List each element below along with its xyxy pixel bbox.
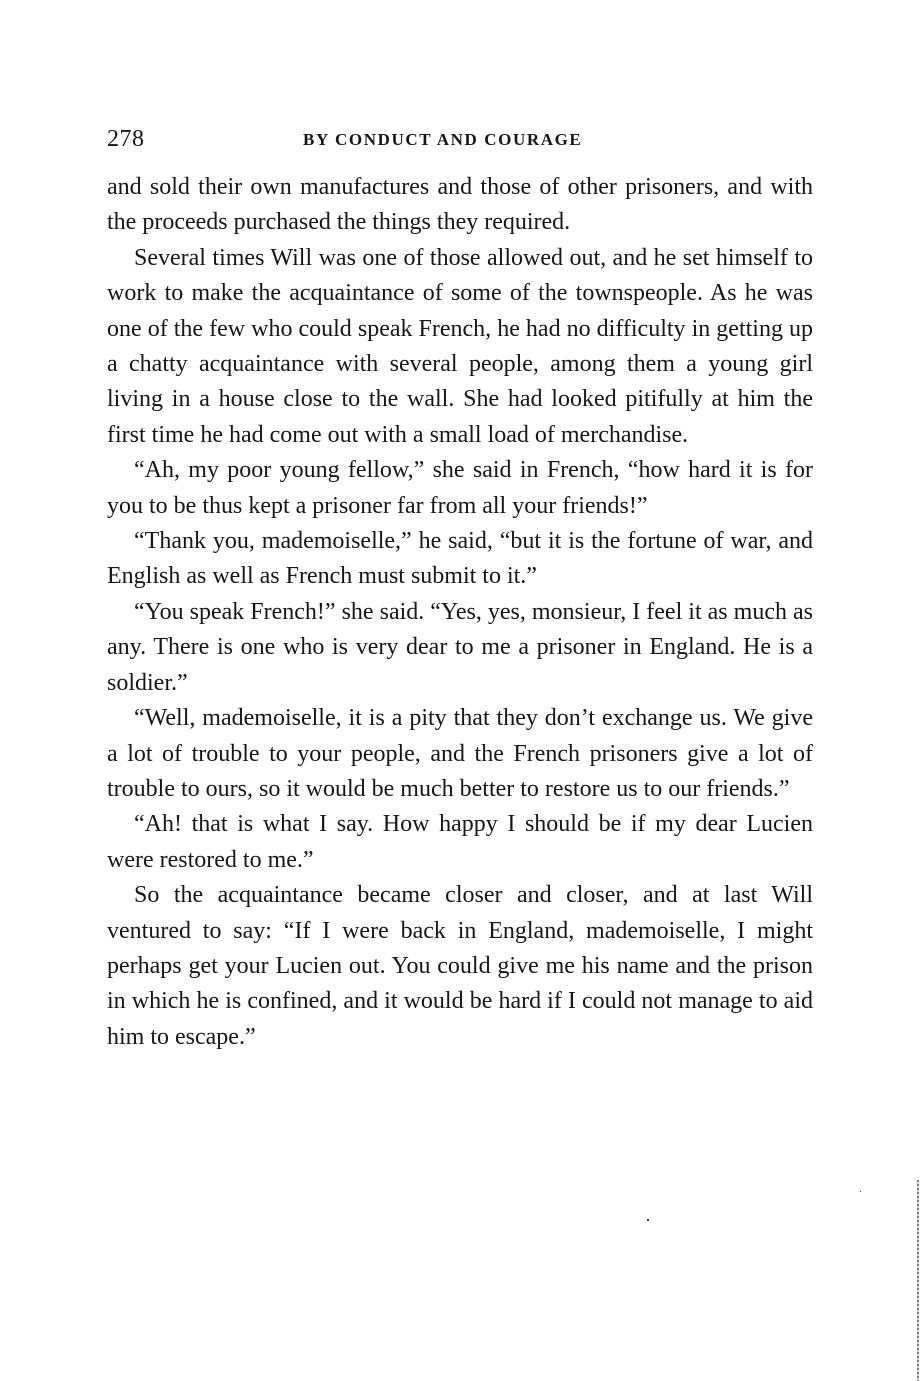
paragraph: “Ah, my poor young fellow,” she said in French, “how hard it is for you to be thus kept a prisoner far from all your friends!” [107, 457, 813, 519]
paragraph: “Ah! that is what I say. How happy I should be if my dear Lucien were restored to me.” [107, 811, 813, 873]
body-text [107, 170, 813, 1055]
paragraph: “Well, mademoiselle, it is a pity that they don’t exchange us. We give a lot of trouble to your people, and the French prisoners give a lot of trouble to ours, so it would be much better to restore us to our friends.” [107, 705, 813, 802]
paragraph: Several times Will was one of those allowed out, and he set himself to work to make the acquaintance of some of the townspeople. As he was one of the few who could speak French, he had no difficulty in getting up a chatty acquaintance with several people, among them a young girl living in a house close to the wall. She had looked pitifully at him the first time he had come out with a small load of merchandise. [107, 244, 813, 448]
paragraph: “You speak French!” she said. “Yes, yes, monsieur, I feel it as much as any. There is one who is very dear to me a prisoner in England. He is a soldier.” [107, 598, 813, 696]
scan-edge-rule [917, 1180, 919, 1381]
page-header [107, 124, 813, 154]
page-number: 278 [107, 126, 145, 152]
scan-speck [860, 1191, 861, 1192]
paragraph: “Thank you, mademoiselle,” he said, “but it is the fortune of war, and English as well as French must submit to it.” [107, 528, 813, 590]
running-head: BY CONDUCT AND COURAGE [303, 130, 583, 149]
scan-speck [647, 1219, 649, 1221]
paragraph: and sold their own manufactures and those of other prisoners, and with the proceeds purchased the things they required. [107, 174, 813, 236]
paragraph: So the acquaintance became closer and closer, and at last Will ventured to say: “If I were back in England, mademoiselle, I might perhaps get your Lucien out. You could give me his name and the prison in which he is confined, and it would be hard if I could not manage to aid him to escape.” [107, 882, 813, 1050]
